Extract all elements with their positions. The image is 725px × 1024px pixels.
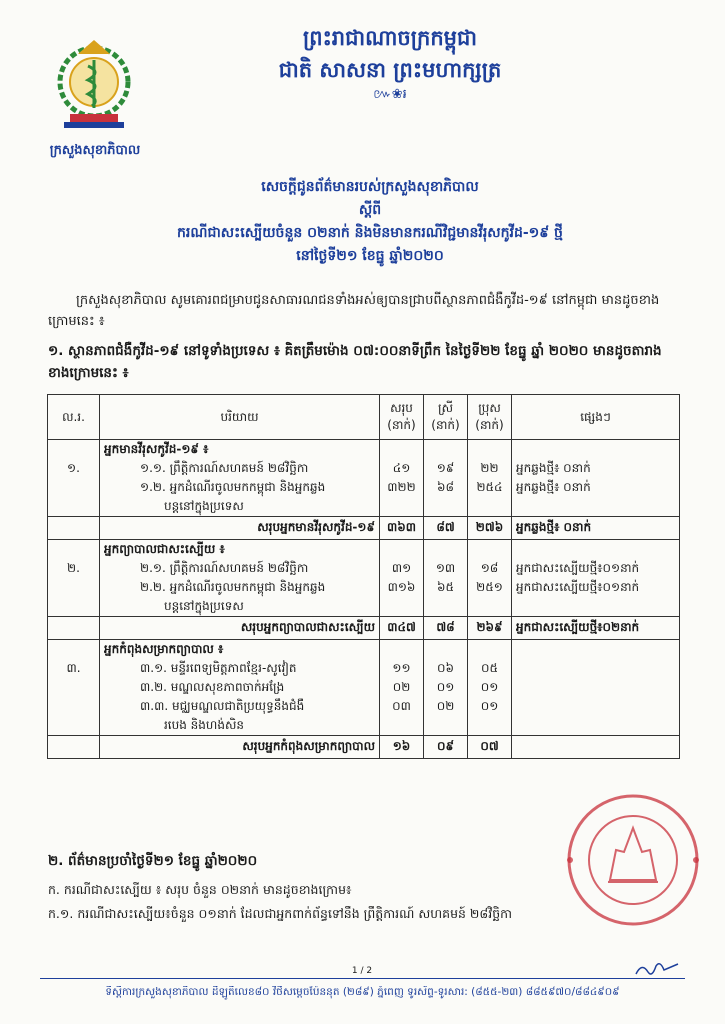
subtotal-female: ៨៧ [424, 517, 468, 540]
table-row [48, 640, 680, 736]
row-description [100, 440, 380, 517]
subtotal-male: ០៧ [468, 736, 512, 759]
male-cell: ២២ ២៥៤ [468, 440, 512, 517]
row-label: ៣.៣. មជ្ឈមណ្ឌលជាតិប្រយុទ្ធនឹងជំងឺ [140, 699, 305, 713]
total-cell: ១១ ០២ ០៣ [380, 640, 424, 736]
section-2-heading: ២. ព័ត៌មានប្រចាំថ្ងៃទី២១ ខែធ្នូ ឆ្នាំ២០២០ [48, 853, 258, 869]
row-label: ៣.១. មន្ទីរពេទ្យមិត្តភាពខ្មែរ-សូវៀត [140, 661, 297, 675]
header-ornament: ៚❀៛ [373, 87, 407, 102]
row-label: ២.១. ព្រឹត្តិការណ៍សហគមន៍ ២៨វិច្ឆិកា [140, 561, 309, 575]
title-line-4: នៅថ្ងៃទី២១ ខែធ្នូ ឆ្នាំ២០២០ [296, 248, 444, 264]
female-cell: ១៣ ៦៥ [424, 540, 468, 617]
table-row [48, 540, 680, 617]
total-cell: ៤១ ៣២២ [380, 440, 424, 517]
ministry-label: ក្រសួងសុខាភិបាល [49, 143, 141, 158]
female-cell: ០៦ ០១ ០២ [424, 640, 468, 736]
subtotal-label: សរុបអ្នកមានវីរុសកូវីដ-១៩ [100, 517, 380, 540]
title-line-1: សេចក្ដីជូនព័ត៌មានរបស់ក្រសួងសុខាភិបាល [261, 179, 479, 195]
male-cell: ០៥ ០១ ០១ [468, 640, 512, 736]
subtotal-row [48, 736, 680, 759]
kingdom-header [220, 22, 560, 86]
subtotal-note [512, 736, 680, 759]
header-total: សរុប (នាក់) [380, 395, 424, 440]
note-cell [512, 640, 680, 736]
subtotal-note: អ្នកឆ្លងថ្មី៖ ០នាក់ [512, 517, 680, 540]
header-other: ផ្សេងៗ [512, 395, 680, 440]
header-female: ស្រី (នាក់) [424, 395, 468, 440]
subtotal-note: អ្នកជាសះស្បើយថ្មី៖០២នាក់ [512, 617, 680, 640]
subtotal-label: សរុបអ្នកកំពុងសម្រាកព្យាបាល [100, 736, 380, 759]
row-label: ១.១. ព្រឹត្តិការណ៍សហគមន៍ ២៨វិច្ឆិកា [140, 461, 309, 475]
row-label-cont: បន្តនៅក្នុងប្រទេស [164, 599, 244, 613]
footer-address: ទីស្ដីការក្រសួងសុខាភិបាល ដីឡូតិ៍លេខ៨០ វិថីសម្ដេចប៉ែននុត (២៨៩) ភ្នំពេញ ទូរស័ព្ទ-ទូរសារ: (៨៥៥-២៣) ៨៨៥៩៧០/៨៨៤៩០៩ [105, 986, 620, 998]
male-cell: ១៨ ២៥១ [468, 540, 512, 617]
subtotal-female: ០៩ [424, 736, 468, 759]
row-description [100, 640, 380, 736]
page-number: 1 / 2 [351, 966, 373, 976]
document-titles [110, 176, 630, 268]
row-label: ៣.២. មណ្ឌលសុខភាពចាក់អង្រែ [140, 680, 285, 694]
title-line-3: ករណីជាសះស្បើយចំនួន ០២នាក់ និងមិនមានករណីវិជ្ជមានវីរុសកូវីដ-១៩ ថ្មី [177, 225, 563, 241]
row-label-cont: បន្តនៅក្នុងប្រទេស [164, 499, 244, 513]
row-label: ២.២. អ្នកដំណើរចូលមកកម្ពុជា និងអ្នកឆ្លង [140, 580, 326, 594]
subtotal-male: ២៦៩ [468, 617, 512, 640]
recovered-detail: ក.១. ករណីជាសះស្បើយ៖ចំនួន ០១នាក់ ដែលជាអ្នកពាក់ព័ន្ធទៅនឹង ព្រឹត្តិការណ៍ សហគមន៍ ២៨វិច្ឆិកា [48, 906, 513, 921]
row-description [100, 540, 380, 617]
row-label-cont: របេង និងហង់សិន [164, 718, 244, 732]
total-cell: ៣១ ៣១៦ [380, 540, 424, 617]
kingdom-line-2: ជាតិ សាសនា ព្រះមហាក្សត្រ [278, 58, 502, 82]
title-line-2: ស្ដីពី [358, 202, 382, 218]
note-cell: អ្នកជាសះស្បើយថ្មី៖០១នាក់ អ្នកជាសះស្បើយថ្មី៖០១នាក់ [512, 540, 680, 617]
subtotal-row [48, 517, 680, 540]
subtotal-female: ៧៨ [424, 617, 468, 640]
subtotal-total: ១៦ [380, 736, 424, 759]
female-cell: ១៩ ៦៨ [424, 440, 468, 517]
header-male: ប្រុស (នាក់) [468, 395, 512, 440]
subtotal-label: សរុបអ្នកព្យាបាលជាសះស្បើយ [100, 617, 380, 640]
footer-divider [40, 978, 685, 979]
table-header-row [48, 395, 680, 440]
subtotal-total: ៣៤៧ [380, 617, 424, 640]
table-row [48, 440, 680, 517]
row-number: ៣. [48, 640, 100, 736]
group-title: អ្នកព្យាបាលជាសះស្បើយ ៖ [104, 542, 225, 556]
official-stamp [558, 790, 708, 930]
subtotal-row [48, 617, 680, 640]
row-number: ២. [48, 540, 100, 617]
section-1-heading: ១. ស្ថានភាពជំងឺកូវីដ-១៩ នៅទូទាំងប្រទេស ៖ គិតត្រឹមម៉ោង ០៧:០០នាទីព្រឹក នៃថ្ងៃទី២២ ខែធ្នូ ឆ្នាំ ២០២០ មានដូចតារាងខាងក្រោមនេះ ៖ [48, 343, 662, 381]
header-description: បរិយាយ [100, 395, 380, 440]
group-title: អ្នកមានវីរុសកូវីដ-១៩ ៖ [104, 442, 209, 456]
row-number: ១. [48, 440, 100, 517]
ministry-logo [48, 34, 140, 134]
covid-status-table [47, 394, 680, 759]
recovered-summary: ក. ករណីជាសះស្បើយ ៖ សរុប ចំនួន ០២នាក់ មានដូចខាងក្រោម៖ [48, 882, 352, 897]
subtotal-total: ៣៦៣ [380, 517, 424, 540]
subtotal-male: ២៧៦ [468, 517, 512, 540]
header-no: ល.រ. [48, 395, 100, 440]
group-title: អ្នកកំពុងសម្រាកព្យាបាល ៖ [104, 642, 224, 656]
kingdom-line-1: ព្រះរាជាណាចក្រកម្ពុជា [302, 26, 477, 50]
note-cell: អ្នកឆ្លងថ្មី៖ ០នាក់ អ្នកឆ្លងថ្មី៖ ០នាក់ [512, 440, 680, 517]
signature-initials [632, 958, 682, 980]
intro-paragraph: ក្រសួងសុខាភិបាល សូមគោរពជម្រាបជូនសាធារណជនទាំងអស់ឲ្យបានជ្រាបពីស្ថានភាពជំងឺកូវីដ-១៩ នៅកម្ពុជា មានដូចខាងក្រោមនេះ ៖ [48, 293, 660, 329]
row-label: ១.២. អ្នកដំណើរចូលមកកម្ពុជា និងអ្នកឆ្លង [140, 480, 326, 494]
